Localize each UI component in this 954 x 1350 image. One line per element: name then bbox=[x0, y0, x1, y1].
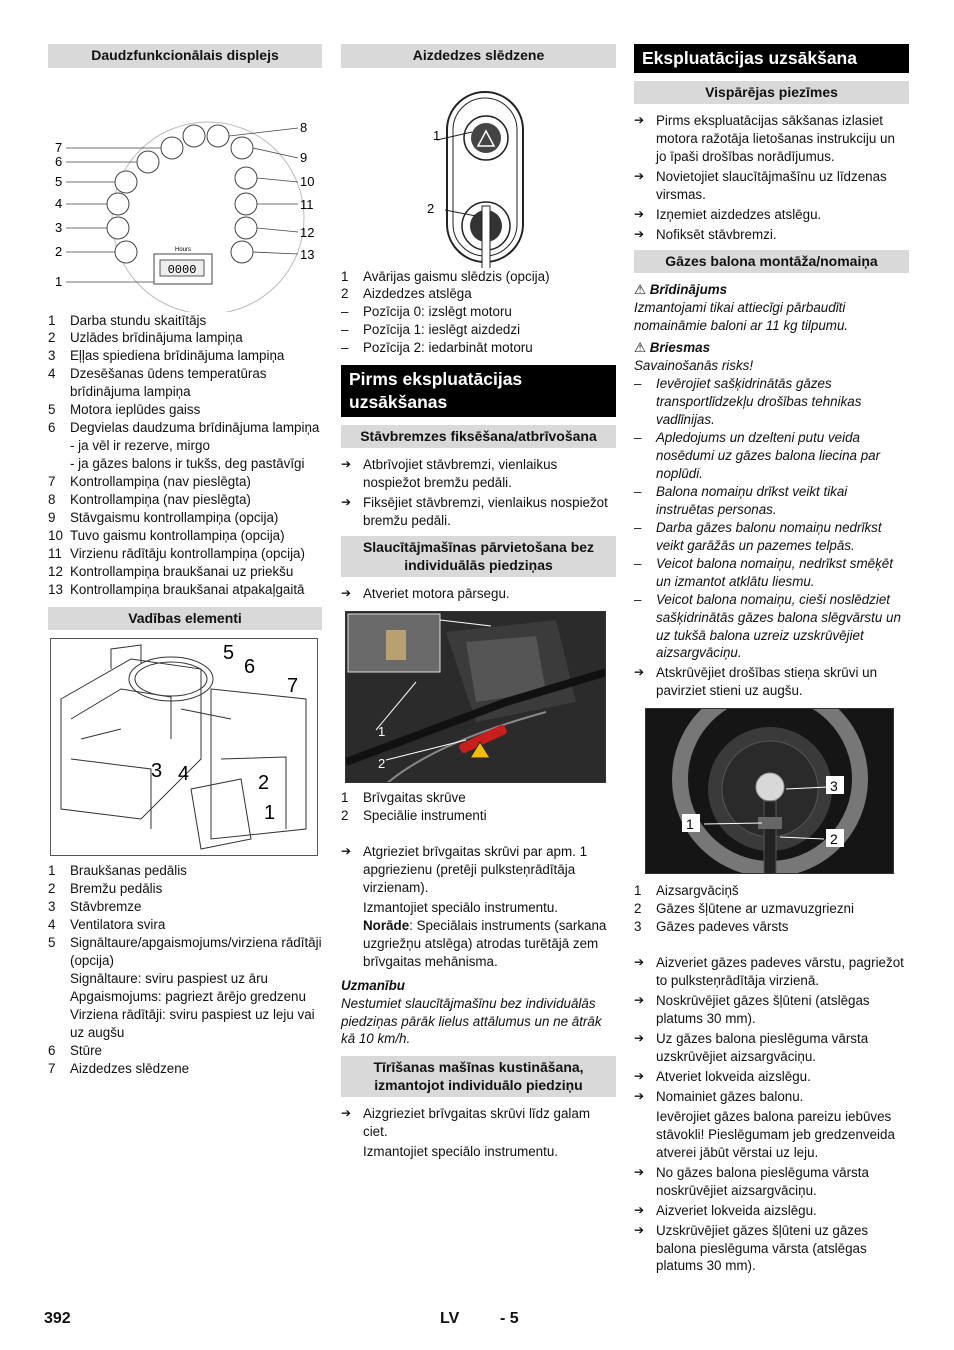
arrow-icon: ➔ bbox=[341, 843, 352, 858]
section-header-ignition: Aizdedzes slēdzene bbox=[341, 44, 616, 68]
list-item bbox=[341, 807, 616, 825]
step-text: Noskrūvējiet gāzes šļūteni (atslēgas platums 30 mm). bbox=[656, 993, 870, 1027]
section-header-display: Daudzfunkcionālais displejs bbox=[48, 44, 322, 68]
step-item bbox=[634, 1068, 909, 1086]
danger-item bbox=[634, 429, 909, 483]
arrow-icon: ➔ bbox=[341, 586, 352, 601]
arrow-icon: ➔ bbox=[634, 207, 645, 222]
step-item bbox=[634, 226, 909, 244]
item-text: Aizdedzes slēdzene bbox=[70, 1060, 190, 1076]
move-step-2-sub: Izmantojiet speciālo instrumentu. bbox=[363, 899, 559, 915]
item-text: Aizsargvāciņš bbox=[656, 883, 739, 899]
danger-item bbox=[634, 555, 909, 591]
general-steps bbox=[634, 112, 909, 244]
item-number: 3 bbox=[48, 348, 56, 364]
lamp-12 bbox=[235, 217, 257, 239]
item-number: 11 bbox=[48, 545, 62, 561]
step-item bbox=[634, 1222, 909, 1276]
step-item bbox=[634, 1030, 909, 1066]
arrow-icon: ➔ bbox=[634, 1031, 645, 1046]
controls-callout-6: 6 bbox=[244, 656, 256, 679]
callout-12: 12 bbox=[300, 224, 315, 240]
item-number: 1 bbox=[48, 312, 56, 328]
step-text: Aizveriet lokveida aizslēgu. bbox=[656, 1202, 817, 1218]
controls-figure bbox=[50, 638, 318, 856]
gas-valve-photo bbox=[646, 709, 894, 874]
step-text: Fiksējiet stāvbremzi, vienlaikus nospiežot bremžu pedāli. bbox=[363, 495, 608, 529]
gas-legend bbox=[634, 882, 909, 936]
item-text: Eļļas spiediena brīdinājuma lampiņa bbox=[70, 348, 285, 364]
list-item bbox=[48, 880, 322, 898]
callout-8: 8 bbox=[300, 119, 308, 135]
item-text: Brīvgaitas skrūve bbox=[363, 790, 466, 806]
item-text: Signāltaure/apgaismojums/virziena rādītāji (opcija) bbox=[70, 935, 322, 969]
item-number: 5 bbox=[48, 935, 56, 951]
arrow-icon: ➔ bbox=[634, 1088, 645, 1103]
warning-2: ⚠ Briesmas bbox=[634, 340, 711, 356]
item-number: – bbox=[341, 304, 349, 320]
item-text: Ventilatora svira bbox=[70, 917, 166, 933]
sub-page-number: - 5 bbox=[500, 1310, 519, 1327]
item-number: 5 bbox=[48, 402, 56, 418]
lamp-11 bbox=[235, 193, 257, 215]
item-text: Gāzes padeves vārsts bbox=[656, 919, 789, 935]
list-item bbox=[48, 491, 322, 509]
dash-bullet: – bbox=[634, 483, 642, 499]
item-number: – bbox=[341, 322, 349, 338]
callout-9: 9 bbox=[300, 149, 308, 165]
freewheel-photo bbox=[345, 611, 606, 783]
controls-callout-1: 1 bbox=[264, 802, 276, 825]
item-text: Kontrollampiņa braukšanai uz priekšu bbox=[70, 563, 294, 579]
danger-item bbox=[634, 483, 909, 519]
item-number: 6 bbox=[48, 1042, 56, 1058]
warning-triangle-icon: ⚠ bbox=[634, 340, 647, 356]
step-text: Atbrīvojiet stāvbremzi, vienlaikus nospiežot bremžu pedāli. bbox=[363, 457, 558, 491]
ignition-callout-2: 2 bbox=[427, 200, 435, 216]
arrow-icon: ➔ bbox=[634, 1164, 645, 1179]
list-item bbox=[48, 545, 322, 563]
arrow-icon: ➔ bbox=[634, 1202, 645, 1217]
danger-item bbox=[634, 591, 909, 663]
item-text: Pozīcija 0: izslēgt motoru bbox=[363, 304, 512, 320]
controls-callout-2: 2 bbox=[258, 772, 270, 795]
chapter-header-before: Pirms ekspluatācijas uzsākšanas bbox=[341, 365, 616, 417]
step-text: Izņemiet aizdedzes atslēgu. bbox=[656, 207, 822, 223]
controls-callout-3: 3 bbox=[151, 760, 163, 783]
item-number: 12 bbox=[48, 563, 63, 579]
display-figure bbox=[48, 76, 322, 312]
lamp-8 bbox=[183, 125, 205, 147]
callout-13: 13 bbox=[300, 246, 315, 262]
controls-callout-5: 5 bbox=[223, 642, 235, 665]
display-sub-2: - ja gāzes balons ir tukšs, deg pastāvīgi bbox=[70, 456, 305, 472]
item-number: 7 bbox=[48, 1060, 56, 1076]
callout-11: 11 bbox=[300, 196, 314, 212]
hours-label: Hours bbox=[174, 246, 192, 253]
arrow-icon: ➔ bbox=[341, 495, 352, 510]
clean-step-sub: Izmantojiet speciālo instrumentu. bbox=[363, 1144, 559, 1160]
list-item bbox=[48, 1042, 322, 1060]
item-text: Gāzes šļūtene ar uzmavuzgriezni bbox=[656, 901, 854, 917]
callout-7: 7 bbox=[55, 139, 63, 155]
danger-text: Ievērojiet sašķidrinātās gāzes transportlīdzekļu drošības tehnikas vadlīnijas. bbox=[656, 376, 862, 428]
gas-steps-2 bbox=[634, 954, 909, 1106]
arrow-icon: ➔ bbox=[634, 1068, 645, 1083]
item-number: – bbox=[341, 340, 349, 356]
danger-text: Apledojums un dzelteni putu veida nosēdumi uz gāzes balona liecina par noplūdi. bbox=[656, 430, 881, 481]
freewheel-callout-2: 2 bbox=[378, 756, 386, 772]
step-text: Pirms ekspluatācijas sākšanas izlasiet motora ražotāja lietošanas instrukciju un jo īpaši drošības norādījumus. bbox=[656, 113, 895, 165]
list-item bbox=[48, 581, 322, 599]
danger-text: Balona nomaiņu drīkst veikt tikai instruētas personas. bbox=[656, 483, 848, 517]
move-step-2: ➔ Atgrieziet brīvgaitas skrūvi par apm. 1 apgriezienu (pretēji pulksteņrādītāja virzienam). bbox=[341, 843, 588, 895]
item-number: 9 bbox=[48, 509, 56, 525]
list-item bbox=[48, 898, 322, 916]
display-sub-1: - ja vēl ir rezerve, mirgo bbox=[70, 438, 210, 454]
lamp-13 bbox=[231, 241, 253, 263]
list-item bbox=[634, 882, 909, 900]
caution-label: Uzmanību bbox=[341, 977, 405, 993]
step-item bbox=[634, 992, 909, 1028]
column-1 bbox=[48, 44, 322, 1078]
item-number: 7 bbox=[48, 474, 56, 490]
step-text: Atveriet lokveida aizslēgu. bbox=[656, 1068, 811, 1084]
controls-legend bbox=[48, 862, 322, 970]
step-text: Uz gāzes balona pieslēguma vārsta uzskrūvējiet aizsargvāciņu. bbox=[656, 1031, 869, 1064]
warning-1-text: Izmantojami tikai attiecīgi pārbaudīti nomaināmie baloni ar 11 kg tilpumu. bbox=[634, 300, 849, 334]
list-item bbox=[48, 347, 322, 365]
step-item bbox=[634, 206, 909, 224]
gas-callout-2: 2 bbox=[830, 831, 838, 848]
item-text: Braukšanas pedālis bbox=[70, 863, 187, 879]
dash-bullet: – bbox=[634, 430, 642, 446]
ignition-figure bbox=[341, 76, 616, 268]
step-text: No gāzes balona pieslēguma vārsta noskrūvējiet aizsargvāciņu. bbox=[656, 1164, 869, 1198]
arrow-icon: ➔ bbox=[634, 226, 645, 241]
gas-callout-1: 1 bbox=[686, 816, 694, 833]
callout-2: 2 bbox=[55, 243, 63, 259]
list-item bbox=[48, 419, 322, 437]
item-number: 4 bbox=[48, 366, 56, 382]
lamp-2 bbox=[115, 241, 137, 263]
item-text: Avārijas gaismu slēdzis (opcija) bbox=[363, 268, 550, 284]
gas-bottle-photo bbox=[645, 708, 894, 874]
controls-sub-3: Virziena rādītāji: sviru paspiest uz leju vai uz augšu bbox=[70, 1006, 315, 1040]
list-item bbox=[48, 1060, 322, 1078]
step-text: Uzskrūvējiet gāzes šļūteni uz gāzes balona pieslēguma vārsta (atslēgas platums 30 mm). bbox=[656, 1222, 869, 1274]
arrow-icon: ➔ bbox=[341, 1106, 352, 1121]
danger-item bbox=[634, 519, 909, 555]
lamp-4 bbox=[107, 193, 129, 215]
step-item bbox=[341, 456, 616, 492]
callout-10: 10 bbox=[300, 173, 315, 189]
item-text: Virzienu rādītāju kontrollampiņa (opcija) bbox=[70, 545, 305, 561]
arrow-icon: ➔ bbox=[634, 665, 645, 680]
item-number: 8 bbox=[48, 492, 56, 508]
callout-1: 1 bbox=[55, 273, 63, 289]
item-number: 6 bbox=[48, 420, 56, 436]
arrow-icon: ➔ bbox=[634, 169, 645, 184]
section-header-gas: Gāzes balona montāža/nomaiņa bbox=[634, 250, 909, 274]
danger-text: Veicot balona nomaiņu, cieši noslēdziet sašķidrinātās gāzes balona slēgvārstu un uz tukšā balona uzreiz uzskrūvējiet aizsargvāciņu. bbox=[656, 591, 901, 661]
item-number: 3 bbox=[634, 919, 642, 935]
step-item bbox=[634, 168, 909, 204]
lamp-8b bbox=[207, 125, 229, 147]
controls-sub-2: Apgaismojums: pagriezt ārējo gredzenu bbox=[70, 988, 306, 1004]
section-header-move: Slaucītājmašīnas pārvietošana bez individuālās piedziņas bbox=[341, 536, 616, 577]
ignition-legend bbox=[341, 268, 616, 358]
list-item bbox=[341, 285, 616, 303]
gas-step-1: ➔ Atskrūvējiet drošības stieņa skrūvi un pavirziet stieni uz augšu. bbox=[634, 665, 878, 699]
item-text: Stāvbremze bbox=[70, 899, 142, 915]
brake-steps bbox=[341, 456, 616, 530]
danger-text: Veicot balona nomaiņu, nedrīkst smēķēt un izmantot atklātu liesmu. bbox=[656, 555, 893, 589]
list-item bbox=[634, 918, 909, 936]
column-2 bbox=[341, 44, 616, 1161]
danger-item bbox=[634, 375, 909, 429]
list-item bbox=[341, 268, 616, 286]
step-text: Nofiksēt stāvbremzi. bbox=[656, 226, 777, 242]
lamp-6 bbox=[137, 151, 159, 173]
list-item bbox=[341, 303, 616, 321]
controls-callout-4: 4 bbox=[178, 763, 190, 786]
lamp-10 bbox=[235, 167, 257, 189]
hours-digits: 0000 bbox=[167, 262, 197, 277]
item-text: Pozīcija 1: ieslēgt aizdedzi bbox=[363, 322, 521, 338]
gas-callout-3: 3 bbox=[830, 778, 838, 795]
item-text: Pozīcija 2: iedarbināt motoru bbox=[363, 340, 533, 356]
arrow-icon: ➔ bbox=[341, 457, 352, 472]
item-number: 2 bbox=[341, 286, 349, 302]
item-text: Tuvo gaismu kontrollampiņa (opcija) bbox=[70, 527, 285, 543]
move-step-1: ➔ Atveriet motora pārsegu. bbox=[341, 586, 510, 602]
item-text: Kontrollampiņa (nav pieslēgta) bbox=[70, 474, 251, 490]
list-item bbox=[48, 401, 322, 419]
item-number: 10 bbox=[48, 527, 63, 543]
lamp-5 bbox=[115, 171, 137, 193]
callout-3: 3 bbox=[55, 219, 63, 235]
list-item bbox=[48, 365, 322, 401]
list-item bbox=[341, 321, 616, 339]
list-item bbox=[634, 900, 909, 918]
list-item bbox=[48, 329, 322, 347]
item-number: 1 bbox=[341, 268, 349, 284]
caution-text: Nestumiet slaucītājmašīnu bez individuālās piedziņas pārāk lielus attālumus un ne ātrāk kā 10 km/h. bbox=[341, 995, 602, 1047]
step-item bbox=[634, 1088, 909, 1106]
display-legend-2 bbox=[48, 473, 322, 599]
list-item bbox=[48, 509, 322, 527]
step-text: Nomainiet gāzes balonu. bbox=[656, 1088, 804, 1104]
list-item bbox=[48, 527, 322, 545]
warning-2-text: Savainošanās risks! bbox=[634, 358, 754, 374]
item-number: 4 bbox=[48, 917, 56, 933]
item-number: 1 bbox=[634, 883, 642, 899]
ignition-callout-1: 1 bbox=[433, 127, 441, 143]
item-text: Kontrollampiņa braukšanai atpakaļgaitā bbox=[70, 581, 305, 597]
arrow-icon: ➔ bbox=[634, 993, 645, 1008]
list-item bbox=[48, 862, 322, 880]
item-text: Dzesēšanas ūdens temperatūras brīdinājuma lampiņa bbox=[70, 366, 267, 400]
item-number: 13 bbox=[48, 581, 63, 597]
list-item bbox=[48, 312, 322, 330]
engine-photo bbox=[346, 612, 606, 783]
item-text: Motora ieplūdes gaiss bbox=[70, 402, 201, 418]
callout-5: 5 bbox=[55, 173, 63, 189]
clean-step: ➔ Aizgrieziet brīvgaitas skrūvi līdz galam ciet. bbox=[341, 1106, 590, 1140]
item-text: Stāvgaismu kontrollampiņa (opcija) bbox=[70, 509, 279, 525]
list-item bbox=[48, 473, 322, 491]
step-text: Aizveriet gāzes padeves vārstu, pagriežot to pulksteņrādītāja virzienā. bbox=[656, 955, 904, 989]
dash-bullet: – bbox=[634, 376, 642, 392]
display-legend bbox=[48, 312, 322, 438]
dash-bullet: – bbox=[634, 591, 642, 607]
move-legend bbox=[341, 789, 616, 825]
ignition-drawing bbox=[341, 76, 616, 268]
danger-list bbox=[634, 375, 909, 662]
freewheel-callout-1: 1 bbox=[378, 724, 386, 740]
item-number: 1 bbox=[48, 863, 56, 879]
dash-bullet: – bbox=[634, 519, 642, 535]
section-header-brake: Stāvbremzes fiksēšana/atbrīvošana bbox=[341, 425, 616, 449]
arrow-icon: ➔ bbox=[634, 1222, 645, 1237]
item-text: Kontrollampiņa (nav pieslēgta) bbox=[70, 492, 251, 508]
item-text: Aizdedzes atslēga bbox=[363, 286, 472, 302]
arrow-icon: ➔ bbox=[634, 955, 645, 970]
step-item bbox=[634, 1164, 909, 1200]
language-code: LV bbox=[440, 1310, 460, 1327]
column-3 bbox=[634, 44, 909, 1277]
step-item bbox=[341, 494, 616, 530]
item-number: 1 bbox=[341, 790, 349, 806]
step-item bbox=[634, 1202, 909, 1220]
list-item bbox=[48, 916, 322, 934]
display-diagram bbox=[48, 76, 322, 312]
list-item bbox=[341, 339, 616, 357]
step-item bbox=[634, 954, 909, 990]
controls-legend-2 bbox=[48, 1042, 322, 1078]
controls-callout-7: 7 bbox=[287, 675, 299, 698]
warning-1: ⚠ Brīdinājums bbox=[634, 282, 728, 298]
gas-steps-3 bbox=[634, 1164, 909, 1276]
step-text: Novietojiet slaucītājmašīnu uz līdzenas virsmas. bbox=[656, 169, 887, 203]
item-number: 2 bbox=[48, 330, 56, 346]
callout-6: 6 bbox=[55, 153, 63, 169]
gas-steps-2-sub: Ievērojiet gāzes balona pareizu iebūves stāvokli! Pieslēgumam jeb gredzenveida atverei jābūt vērstai uz leju. bbox=[656, 1108, 895, 1160]
callout-4: 4 bbox=[55, 195, 63, 211]
warning-triangle-icon: ⚠ bbox=[634, 282, 647, 298]
lamp-7 bbox=[161, 137, 183, 159]
arrow-icon: ➔ bbox=[634, 113, 645, 128]
section-header-general: Vispārējas piezīmes bbox=[634, 81, 909, 105]
dash-bullet: – bbox=[634, 555, 642, 571]
chapter-header-start: Ekspluatācijas uzsākšana bbox=[634, 44, 909, 73]
lamp-3 bbox=[107, 217, 129, 239]
item-text: Uzlādes brīdinājuma lampiņa bbox=[70, 330, 243, 346]
danger-text: Darba gāzes balonu nomaiņu nedrīkst veikt garāžās un pazemes telpās. bbox=[656, 519, 882, 553]
item-text: Darba stundu skaitītājs bbox=[70, 312, 207, 328]
item-number: 2 bbox=[341, 807, 349, 823]
item-number: 2 bbox=[634, 901, 642, 917]
lamp-9 bbox=[231, 137, 253, 159]
section-header-controls: Vadības elementi bbox=[48, 607, 322, 631]
protective-cap bbox=[756, 773, 784, 801]
list-item bbox=[48, 934, 322, 970]
list-item bbox=[48, 563, 322, 581]
item-text: Speciālie instrumenti bbox=[363, 807, 487, 823]
step-item bbox=[634, 112, 909, 166]
page-number: 392 bbox=[44, 1310, 71, 1327]
item-number: 3 bbox=[48, 899, 56, 915]
controls-drawing bbox=[51, 639, 317, 855]
note: Norāde: Speciālais instruments (sarkana uzgriežņu atslēga) atrodas turētājā zem brīvgaitas mehānisma. bbox=[363, 917, 607, 969]
item-number: 2 bbox=[48, 881, 56, 897]
section-header-clean: Tīrīšanas mašīnas kustināšana, izmantojot individuālo piedziņu bbox=[341, 1056, 616, 1097]
item-text: Stūre bbox=[70, 1042, 103, 1058]
item-text: Degvielas daudzuma brīdinājuma lampiņa bbox=[70, 420, 320, 436]
controls-sub-1: Signāltaure: sviru paspiest uz āru bbox=[70, 970, 268, 986]
item-text: Bremžu pedālis bbox=[70, 881, 163, 897]
list-item bbox=[341, 789, 616, 807]
